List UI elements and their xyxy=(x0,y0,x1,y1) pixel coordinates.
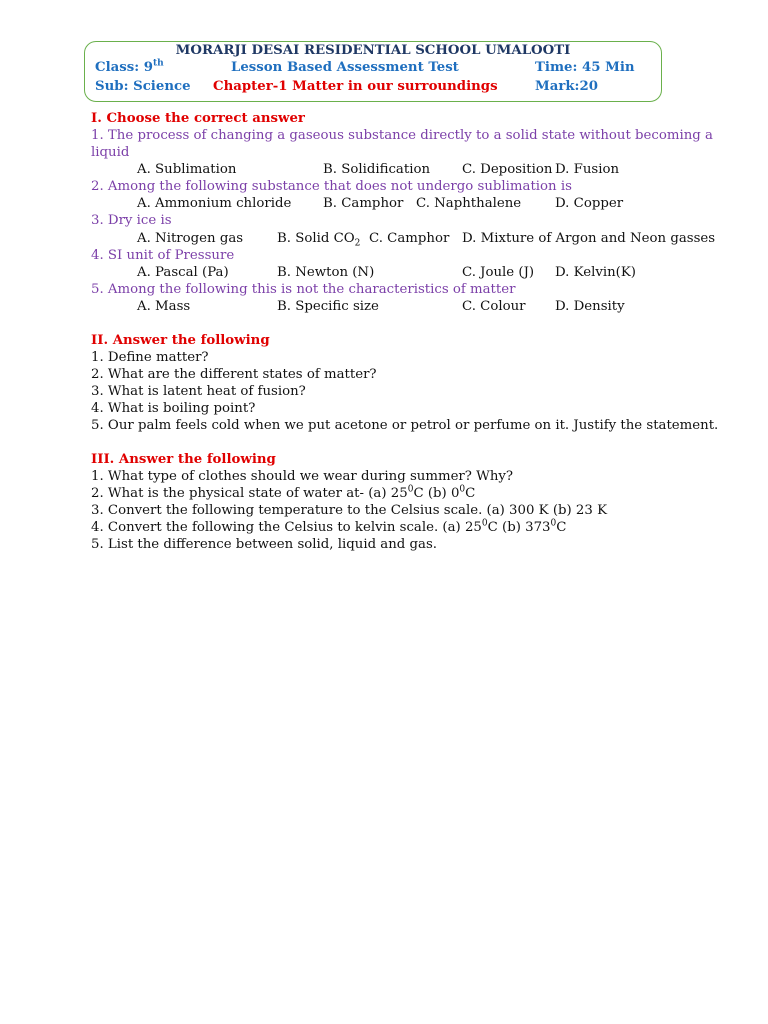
q2-text-a: 2. What is the physical state of water at- (a) 25 xyxy=(91,486,408,501)
degree-superscript: 0 xyxy=(407,484,414,495)
q2-option-c: C. Naphthalene xyxy=(416,196,522,211)
section2-title: II. Answer the following xyxy=(91,333,270,348)
section3-title: III. Answer the following xyxy=(91,452,276,467)
section2-question-3: 3. What is latent heat of fusion? xyxy=(91,384,306,399)
section2-question-1: 1. Define matter? xyxy=(91,350,209,365)
q3-option-c: C. Camphor xyxy=(369,231,450,246)
section1-title: I. Choose the correct answer xyxy=(91,111,305,126)
section3-question-2 xyxy=(91,486,475,501)
section2-question-2: 2. What are the different states of matter? xyxy=(91,367,377,382)
question-1: 1. The process of changing a gaseous substance directly to a solid state without becoming a xyxy=(91,128,713,143)
q3-option-a: A. Nitrogen gas xyxy=(137,231,244,246)
degree-superscript: 0 xyxy=(481,518,488,529)
chapter-title: Chapter-1 Matter in our surroundings xyxy=(213,79,498,94)
q4-option-b: B. Newton (N) xyxy=(277,265,375,280)
q3-option-b-subscript: 2 xyxy=(354,238,361,249)
q2-option-b: B. Camphor xyxy=(323,196,404,211)
section3-question-1: 1. What type of clothes should we wear during summer? Why? xyxy=(91,469,514,484)
q4-text-a: 4. Convert the following the Celsius to kelvin scale. (a) 25 xyxy=(91,520,482,535)
question-3: 3. Dry ice is xyxy=(91,213,172,228)
q4-option-c: C. Joule (J) xyxy=(462,265,535,280)
q4-text-b: C (b) 373 xyxy=(487,520,551,535)
q1-option-c: C. Deposition xyxy=(462,162,553,177)
q4-option-a: A. Pascal (Pa) xyxy=(137,265,229,280)
question-1-cont: liquid xyxy=(91,145,130,160)
q4-text-c: C xyxy=(556,520,567,535)
q2-text-b: C (b) 0 xyxy=(413,486,460,501)
subject-label: Sub: Science xyxy=(95,79,191,94)
test-name: Lesson Based Assessment Test xyxy=(231,60,459,75)
section2-question-4: 4. What is boiling point? xyxy=(91,401,256,416)
q1-option-d: D. Fusion xyxy=(555,162,620,177)
q3-option-b-text: B. Solid CO xyxy=(277,231,355,246)
q1-option-b: B. Solidification xyxy=(323,162,431,177)
section3-question-4 xyxy=(91,520,566,535)
q4-option-d: D. Kelvin(K) xyxy=(555,265,636,280)
section3-question-5: 5. List the difference between solid, liquid and gas. xyxy=(91,537,438,552)
header-box xyxy=(84,41,662,102)
q5-option-b: B. Specific size xyxy=(277,299,379,314)
degree-superscript: 0 xyxy=(459,484,466,495)
q5-option-a: A. Mass xyxy=(137,299,191,314)
q1-option-a: A. Sublimation xyxy=(137,162,237,177)
degree-superscript: 0 xyxy=(550,518,557,529)
q2-option-a: A. Ammonium chloride xyxy=(137,196,292,211)
q3-option-d: D. Mixture of Argon and Neon gasses xyxy=(462,231,716,246)
q5-option-d: D. Density xyxy=(555,299,625,314)
question-2: 2. Among the following substance that does not undergo sublimation is xyxy=(91,179,572,194)
class-superscript: th xyxy=(153,58,164,69)
q2-text-c: C xyxy=(465,486,476,501)
school-name: MORARJI DESAI RESIDENTIAL SCHOOL UMALOOTI xyxy=(175,43,571,58)
question-5: 5. Among the following this is not the characteristics of matter xyxy=(91,282,516,297)
q3-option-b xyxy=(277,231,361,249)
class-label xyxy=(95,60,164,75)
section2-question-5: 5. Our palm feels cold when we put acetone or petrol or perfume on it. Justify the statement. xyxy=(91,418,719,433)
marks-label: Mark:20 xyxy=(535,79,598,94)
class-text: Class: 9 xyxy=(95,60,154,75)
question-4: 4. SI unit of Pressure xyxy=(91,248,235,263)
q2-option-d: D. Copper xyxy=(555,196,624,211)
time-label: Time: 45 Min xyxy=(535,60,635,75)
q5-option-c: C. Colour xyxy=(462,299,526,314)
section3-question-3: 3. Convert the following temperature to the Celsius scale. (a) 300 K (b) 23 K xyxy=(91,503,608,518)
